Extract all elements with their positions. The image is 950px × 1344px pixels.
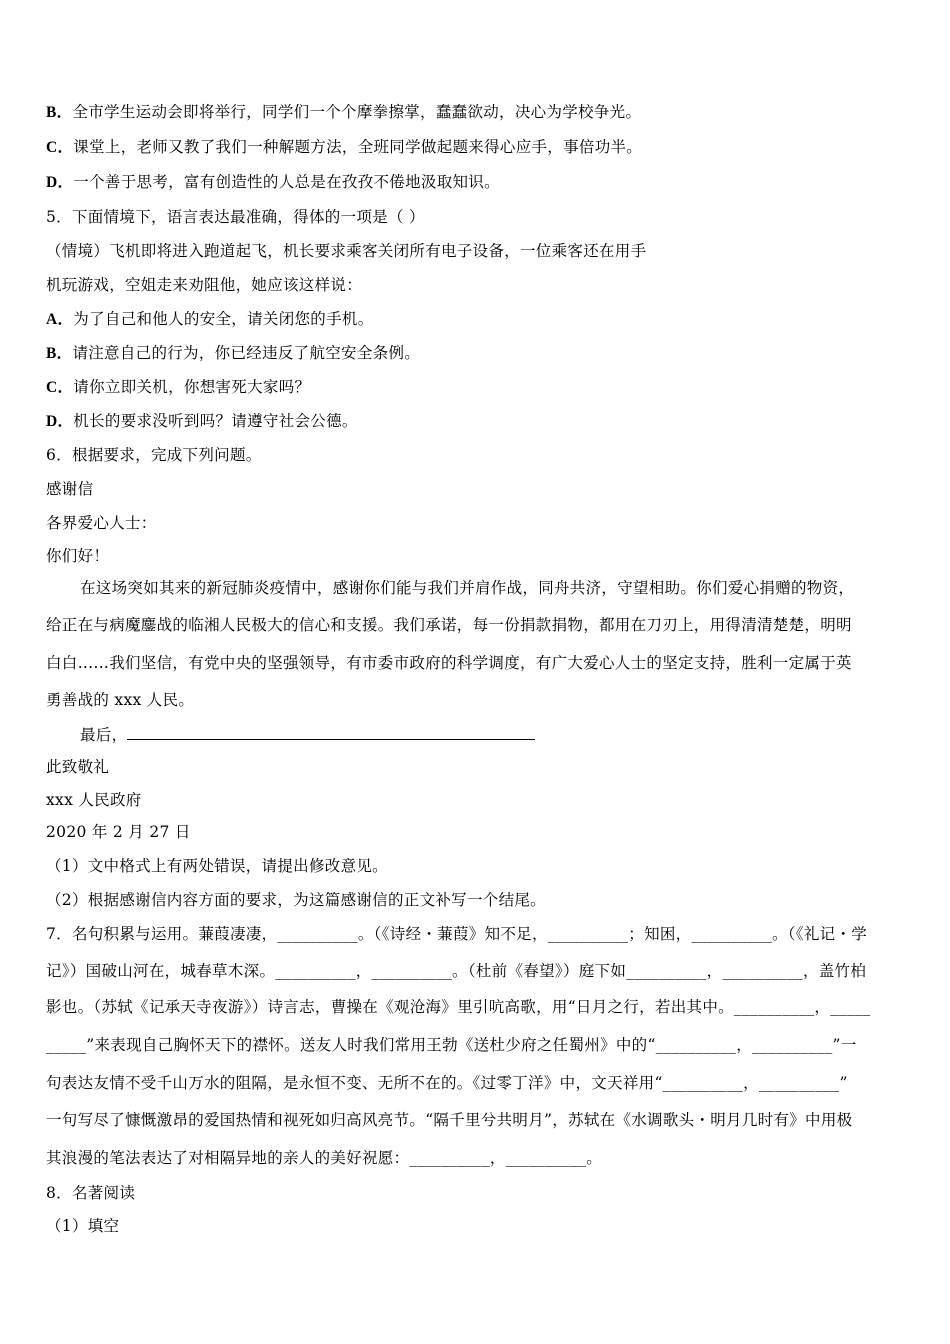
- option-line: [46, 137, 908, 158]
- letter-signature: xxx 人民政府: [46, 791, 142, 809]
- option-line: [46, 411, 908, 432]
- option-label: B．: [46, 104, 73, 121]
- option-text: 请你立即关机，你想害死大家吗？: [73, 378, 311, 396]
- letter-date: 2020 年 2 月 27 日: [46, 823, 191, 841]
- ending-blank: [127, 724, 535, 740]
- question-8-item: （1）填空: [46, 1217, 120, 1235]
- question-7-line: 影也。（苏轼《记承天寺夜游》）诗言志，曹操在《观沧海》里引吭高歌，用“日月之行，若出其中。__________，_____: [46, 998, 871, 1016]
- letter-title: 感谢信: [46, 480, 94, 498]
- option-line: [46, 343, 908, 364]
- question-7-line: 记》）国破山河在，城春草木深。__________，__________。（杜前《春望》）庭下如__________，__________，盖竹柏: [46, 962, 867, 980]
- option-line: [46, 309, 908, 330]
- option-line: [46, 102, 908, 123]
- letter-greeting: 你们好！: [46, 547, 110, 565]
- letter-salutation: 各界爱心人士：: [46, 514, 157, 532]
- question-8-title: 8．名著阅读: [46, 1184, 136, 1202]
- letter-body-line: 勇善战的 xxx 人民。: [46, 691, 195, 709]
- option-label: D．: [46, 413, 74, 430]
- question-6-title: 6．根据要求，完成下列问题。: [46, 446, 262, 464]
- situation-line: 机玩游戏，空姐走来劝阻他，她应该这样说：: [46, 276, 363, 294]
- question-7-line: 句表达友情不受千山万水的阻隔，是永恒不变、无所不在的。《过零丁洋》中，文天祥用“__________，__________”: [46, 1074, 848, 1092]
- option-label: C．: [46, 139, 74, 156]
- option-label: B．: [46, 345, 73, 362]
- ending-prefix: 最后，: [80, 726, 128, 744]
- option-label: A．: [46, 311, 74, 328]
- option-text: 请注意自己的行为，你已经违反了航空安全条例。: [72, 344, 421, 362]
- option-line: [46, 377, 908, 398]
- situation-line: （情境）飞机即将进入跑道起飞，机长要求乘客关闭所有电子设备，一位乘客还在用手: [46, 242, 647, 260]
- letter-body-line: 在这场突如其来的新冠肺炎疫情中，感谢你们能与我们并肩作战，同舟共济，守望相助。你们爱心捐赠的物资，: [80, 579, 855, 597]
- option-text: 一个善于思考，富有创造性的人总是在孜孜不倦地汲取知识。: [73, 173, 500, 191]
- question-7-line: 一句写尽了慷慨激昂的爱国热情和视死如归高风亮节。“隔千里兮共明月”，苏轼在《水调歌头・明月几时有》中用极: [46, 1111, 853, 1129]
- letter-closing: 此致敬礼: [46, 758, 110, 776]
- option-text: 为了自己和他人的安全，请关闭您的手机。: [73, 310, 374, 328]
- question-7-line: _____”来表现自己胸怀天下的襟怀。送友人时我们常用王勃《送杜少府之任蜀州》中的“__________，__________”一: [46, 1036, 857, 1054]
- question-6-item: （2）根据感谢信内容方面的要求，为这篇感谢信的正文补写一个结尾。: [46, 891, 546, 909]
- letter-body-line: 白白……我们坚信，有党中央的坚强领导，有市委市政府的科学调度，有广大爱心人士的坚定支持，胜利一定属于英: [46, 654, 852, 672]
- question-5-title: 5．下面情境下，语言表达最准确，得体的一项是（ ）: [46, 208, 425, 226]
- option-text: 课堂上，老师又教了我们一种解题方法，全班同学做起题来得心应手，事倍功半。: [73, 138, 643, 156]
- option-line: [46, 172, 908, 193]
- option-label: C．: [46, 379, 74, 396]
- question-7-line: 其浪漫的笔法表达了对相隔异地的亲人的美好祝愿：__________，__________。: [46, 1149, 603, 1167]
- letter-body-line: 给正在与病魔鏖战的临湘人民极大的信心和支援。我们承诺，每一份捐款捐物，都用在刀刃上，用得清清楚楚，明明: [46, 616, 852, 634]
- question-7-line: 7．名句积累与运用。蒹葭凄凄，__________。（《诗经・蒹葭》知不足，__________；知困，__________。（《礼记・学: [46, 925, 868, 943]
- option-text: 全市学生运动会即将举行，同学们一个个摩拳擦掌，蠢蠢欲动，决心为学校争光。: [72, 103, 642, 121]
- option-label: D．: [46, 174, 74, 191]
- letter-ending-line: [80, 724, 942, 745]
- option-text: 机长的要求没听到吗？请遵守社会公德。: [73, 412, 358, 430]
- question-6-item: （1）文中格式上有两处错误，请提出修改意见。: [46, 857, 388, 875]
